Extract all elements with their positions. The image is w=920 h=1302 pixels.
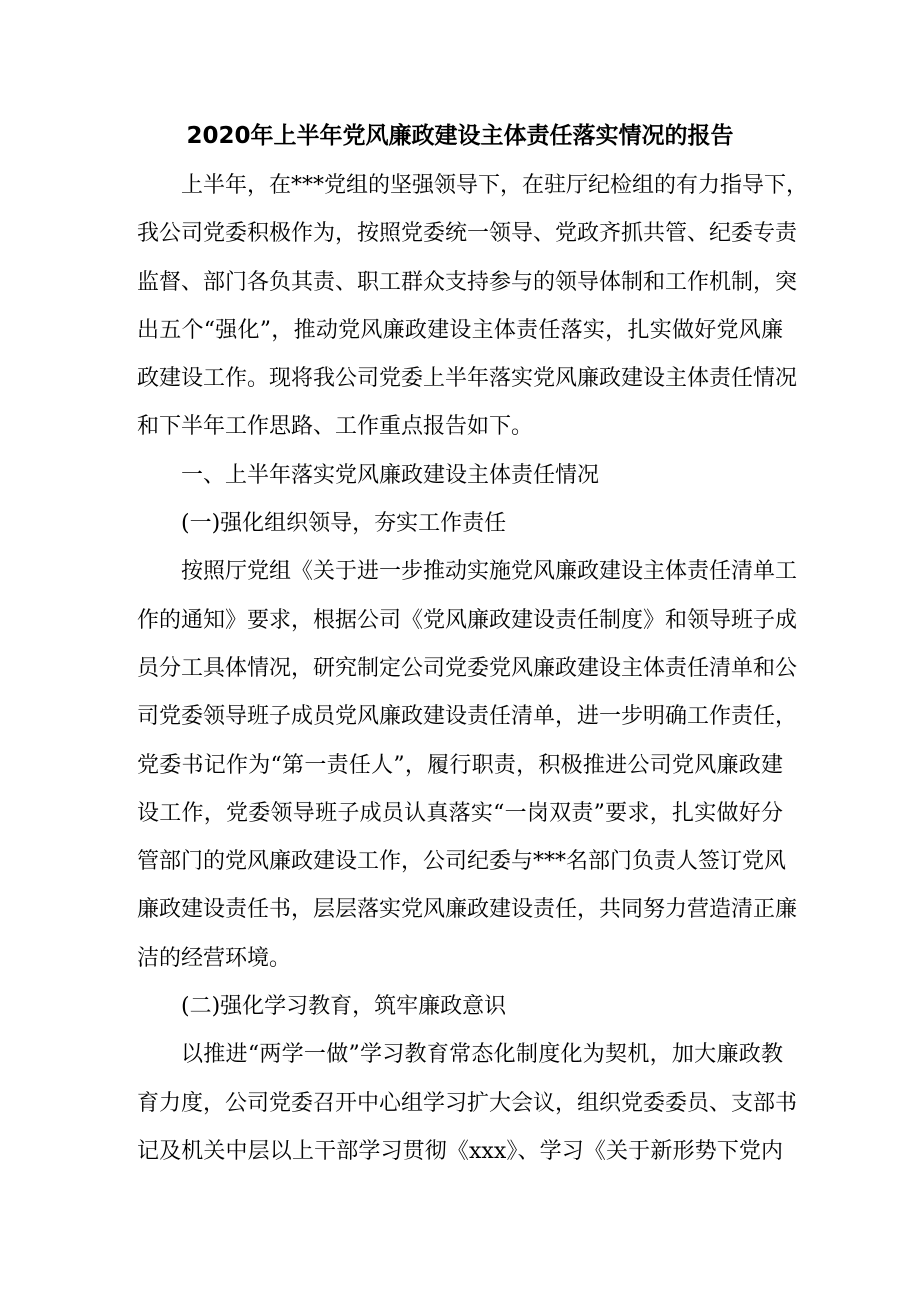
paragraph-line: 作的通知》要求，根据公司《党风廉政建设责任制度》和领导班子成 [137, 607, 798, 633]
paragraph-line: 廉政建设责任书，层层落实党风廉政建设责任，共同努力营造清正廉 [137, 897, 798, 923]
paragraph-line: 洁的经营环境。 [137, 945, 292, 971]
paragraph-line: 出五个“强化”，推动党风廉政建设主体责任落实，扎实做好党风廉 [137, 317, 783, 343]
paragraph-line: 管部门的党风廉政建设工作，公司纪委与***名部门负责人签订党风 [137, 849, 787, 875]
paragraph-line: 育力度，公司党委召开中心组学习扩大会议，组织党委委员、支部书 [137, 1090, 798, 1116]
paragraph-line: 司党委领导班子成员党风廉政建设责任清单，进一步明确工作责任， [137, 704, 798, 730]
paragraph-line: 我公司党委积极作为，按照党委统一领导、党政齐抓共管、纪委专责 [137, 221, 798, 247]
paragraph-line: 设工作，党委领导班子成员认真落实“一岗双责”要求，扎实做好分 [137, 800, 783, 826]
paragraph-line: 记及机关中层以上干部学习贯彻《xxx》、学习《关于新形势下党内 [137, 1138, 783, 1164]
paragraph-line: 政建设工作。现将我公司党委上半年落实党风廉政建设主体责任情况 [137, 366, 798, 392]
paragraph-line: 按照厅党组《关于进一步推动实施党风廉政建设主体责任清单工 [181, 559, 798, 585]
subsection-heading: (一)强化组织领导，夯实工作责任 [181, 511, 507, 537]
paragraph-line: 以推进“两学一做”学习教育常态化制度化为契机，加大廉政教 [181, 1042, 783, 1068]
section-heading: 一、上半年落实党风廉政建设主体责任情况 [181, 462, 600, 488]
paragraph-line: 员分工具体情况，研究制定公司党委党风廉政建设主体责任清单和公 [137, 655, 798, 681]
subsection-heading: (二)强化学习教育，筑牢廉政意识 [181, 994, 507, 1020]
document-body [137, 162, 809, 1176]
paragraph-line: 和下半年工作思路、工作重点报告如下。 [137, 414, 534, 440]
paragraph-line: 监督、部门各负其责、职工群众支持参与的领导体制和工作机制，突 [137, 269, 798, 295]
paragraph-line: 党委书记作为“第一责任人”，履行职责，积极推进公司党风廉政建 [137, 752, 783, 778]
document-title: 2020年上半年党风廉政建设主体责任落实情况的报告 [186, 123, 734, 149]
paragraph-line: 上半年，在***党组的坚强领导下，在驻厅纪检组的有力指导下， [181, 173, 809, 198]
